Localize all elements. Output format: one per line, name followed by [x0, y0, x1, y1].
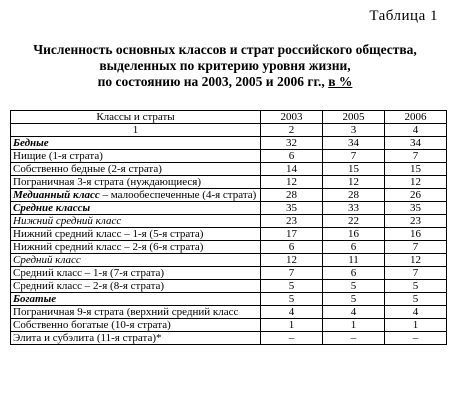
row-label: Нижний средний класс – 1-я (5-я страта): [11, 228, 261, 241]
table-title: [0, 42, 450, 90]
value-cell: 4: [385, 306, 447, 319]
value-cell: 35: [385, 202, 447, 215]
value-cell: 12: [385, 176, 447, 189]
value-cell: 1: [261, 319, 323, 332]
header-2003: 2003: [261, 111, 323, 124]
value-cell: 5: [323, 280, 385, 293]
value-cell: 33: [323, 202, 385, 215]
value-cell: 22: [323, 215, 385, 228]
row-label: Пограничная 9-я страта (верхний средний класс: [11, 306, 261, 319]
row-label-emphasis: Медианный класс: [13, 189, 100, 201]
title-line-1: Численность основных классов и страт российского общества,: [33, 42, 417, 57]
table-body: [11, 137, 447, 345]
table-row: [11, 332, 447, 345]
table-row: [11, 241, 447, 254]
value-cell: 16: [323, 228, 385, 241]
title-line-2: выделенных по критерию уровня жизни,: [99, 58, 351, 73]
value-cell: 5: [385, 293, 447, 306]
row-label: Бедные: [11, 137, 261, 150]
value-cell: 7: [385, 241, 447, 254]
value-cell: 34: [385, 137, 447, 150]
value-cell: 5: [261, 293, 323, 306]
row-label: Собственно бедные (2-я страта): [11, 163, 261, 176]
value-cell: 12: [261, 176, 323, 189]
value-cell: 14: [261, 163, 323, 176]
value-cell: 4: [323, 306, 385, 319]
value-cell: 7: [385, 150, 447, 163]
value-cell: 7: [323, 150, 385, 163]
row-label: Пограничная 3-я страта (нуждающиеся): [11, 176, 261, 189]
table-row: [11, 319, 447, 332]
row-label: Нищие (1-я страта): [11, 150, 261, 163]
value-cell: 35: [261, 202, 323, 215]
value-cell: 6: [323, 241, 385, 254]
table-row: [11, 267, 447, 280]
value-cell: 11: [323, 254, 385, 267]
value-cell: 5: [261, 280, 323, 293]
table-row: [11, 150, 447, 163]
column-number: 4: [385, 124, 447, 137]
row-label: Нижний средний класс – 2-я (6-я страта): [11, 241, 261, 254]
row-label: Средний класс – 2-я (8-я страта): [11, 280, 261, 293]
table-row: [11, 215, 447, 228]
table-row: [11, 228, 447, 241]
row-label: Нижний средний класс: [11, 215, 261, 228]
value-cell: 12: [385, 254, 447, 267]
row-label: Средние классы: [11, 202, 261, 215]
value-cell: 15: [385, 163, 447, 176]
value-cell: 5: [385, 280, 447, 293]
value-cell: 12: [261, 254, 323, 267]
value-cell: –: [323, 332, 385, 345]
table-row: [11, 189, 447, 202]
value-cell: 12: [323, 176, 385, 189]
value-cell: 7: [261, 267, 323, 280]
value-cell: 6: [261, 241, 323, 254]
value-cell: 28: [323, 189, 385, 202]
column-number-row: [11, 124, 447, 137]
value-cell: 28: [261, 189, 323, 202]
value-cell: 15: [323, 163, 385, 176]
row-label: Средний класс: [11, 254, 261, 267]
row-label: Средний класс – 1-я (7-я страта): [11, 267, 261, 280]
value-cell: 16: [385, 228, 447, 241]
value-cell: 6: [323, 267, 385, 280]
table-row: [11, 137, 447, 150]
value-cell: 32: [261, 137, 323, 150]
header-2005: 2005: [323, 111, 385, 124]
value-cell: 34: [323, 137, 385, 150]
row-label: Богатые: [11, 293, 261, 306]
table-row: [11, 202, 447, 215]
title-line-3: [0, 74, 450, 90]
value-cell: –: [385, 332, 447, 345]
column-number: 2: [261, 124, 323, 137]
column-number: 3: [323, 124, 385, 137]
table-row: [11, 176, 447, 189]
row-label: Элита и субэлита (11-я страта)*: [11, 332, 261, 345]
row-label: [11, 189, 261, 202]
table-row: [11, 163, 447, 176]
header-classes: Классы и страты: [11, 111, 261, 124]
title-line-3-prefix: по состоянию на 2003, 2005 и 2006 гг.,: [97, 74, 329, 89]
title-unit: в %: [328, 74, 353, 89]
value-cell: 7: [385, 267, 447, 280]
value-cell: 6: [261, 150, 323, 163]
value-cell: 23: [261, 215, 323, 228]
strata-table: [10, 110, 447, 345]
value-cell: 4: [261, 306, 323, 319]
column-number: 1: [11, 124, 261, 137]
value-cell: 23: [385, 215, 447, 228]
value-cell: –: [261, 332, 323, 345]
header-2006: 2006: [385, 111, 447, 124]
table-row: [11, 254, 447, 267]
table-row: [11, 306, 447, 319]
value-cell: 5: [323, 293, 385, 306]
table-row: [11, 280, 447, 293]
value-cell: 26: [385, 189, 447, 202]
table-label: Таблица 1: [369, 8, 438, 24]
table-row: [11, 293, 447, 306]
value-cell: 1: [385, 319, 447, 332]
value-cell: 1: [323, 319, 385, 332]
row-label: Собственно богатые (10-я страта): [11, 319, 261, 332]
header-row: [11, 111, 447, 124]
row-label-rest: – малообеспеченные (4-я страта): [99, 189, 257, 201]
value-cell: 17: [261, 228, 323, 241]
